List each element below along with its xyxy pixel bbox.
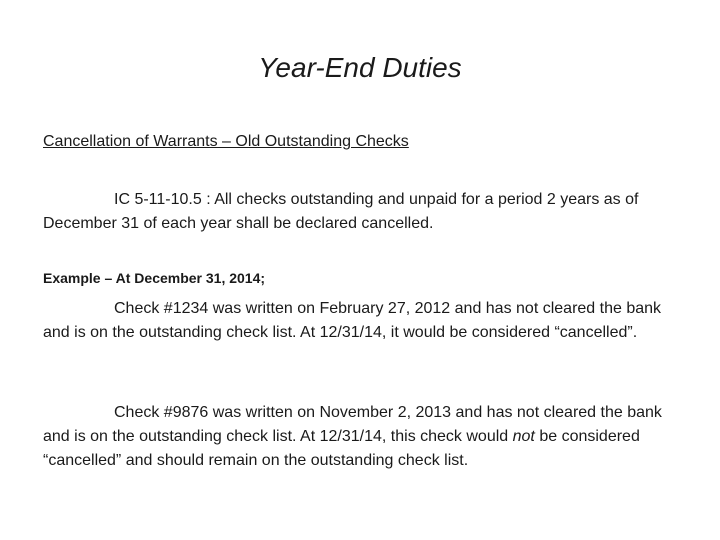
check-9876-text-start: Check #9876 was written on November 2, 2013 and has not cleared the bank and is on the outstanding check list. At 12/31/14, this check would <box>43 404 662 445</box>
emphasis-not: not <box>512 428 535 445</box>
statute-paragraph: IC 5-11-10.5 : All checks outstanding and unpaid for a period 2 years as of December 31 of each year shall be declared cancelled. <box>43 191 639 232</box>
check-9876-text-end: be considered “cancelled” and should remain on the outstanding check list. <box>43 428 640 469</box>
example-heading: Example – At December 31, 2014; <box>43 270 266 286</box>
check-9876-paragraph <box>43 401 678 473</box>
slide-title: Year-End Duties <box>258 52 462 83</box>
check-1234-paragraph: Check #1234 was written on February 27, 2012 and has not cleared the bank and is on the outstanding check list. At 12/31/14, it would be considered “cancelled”. <box>43 300 662 341</box>
section-heading: Cancellation of Warrants – Old Outstanding Checks <box>43 133 409 150</box>
